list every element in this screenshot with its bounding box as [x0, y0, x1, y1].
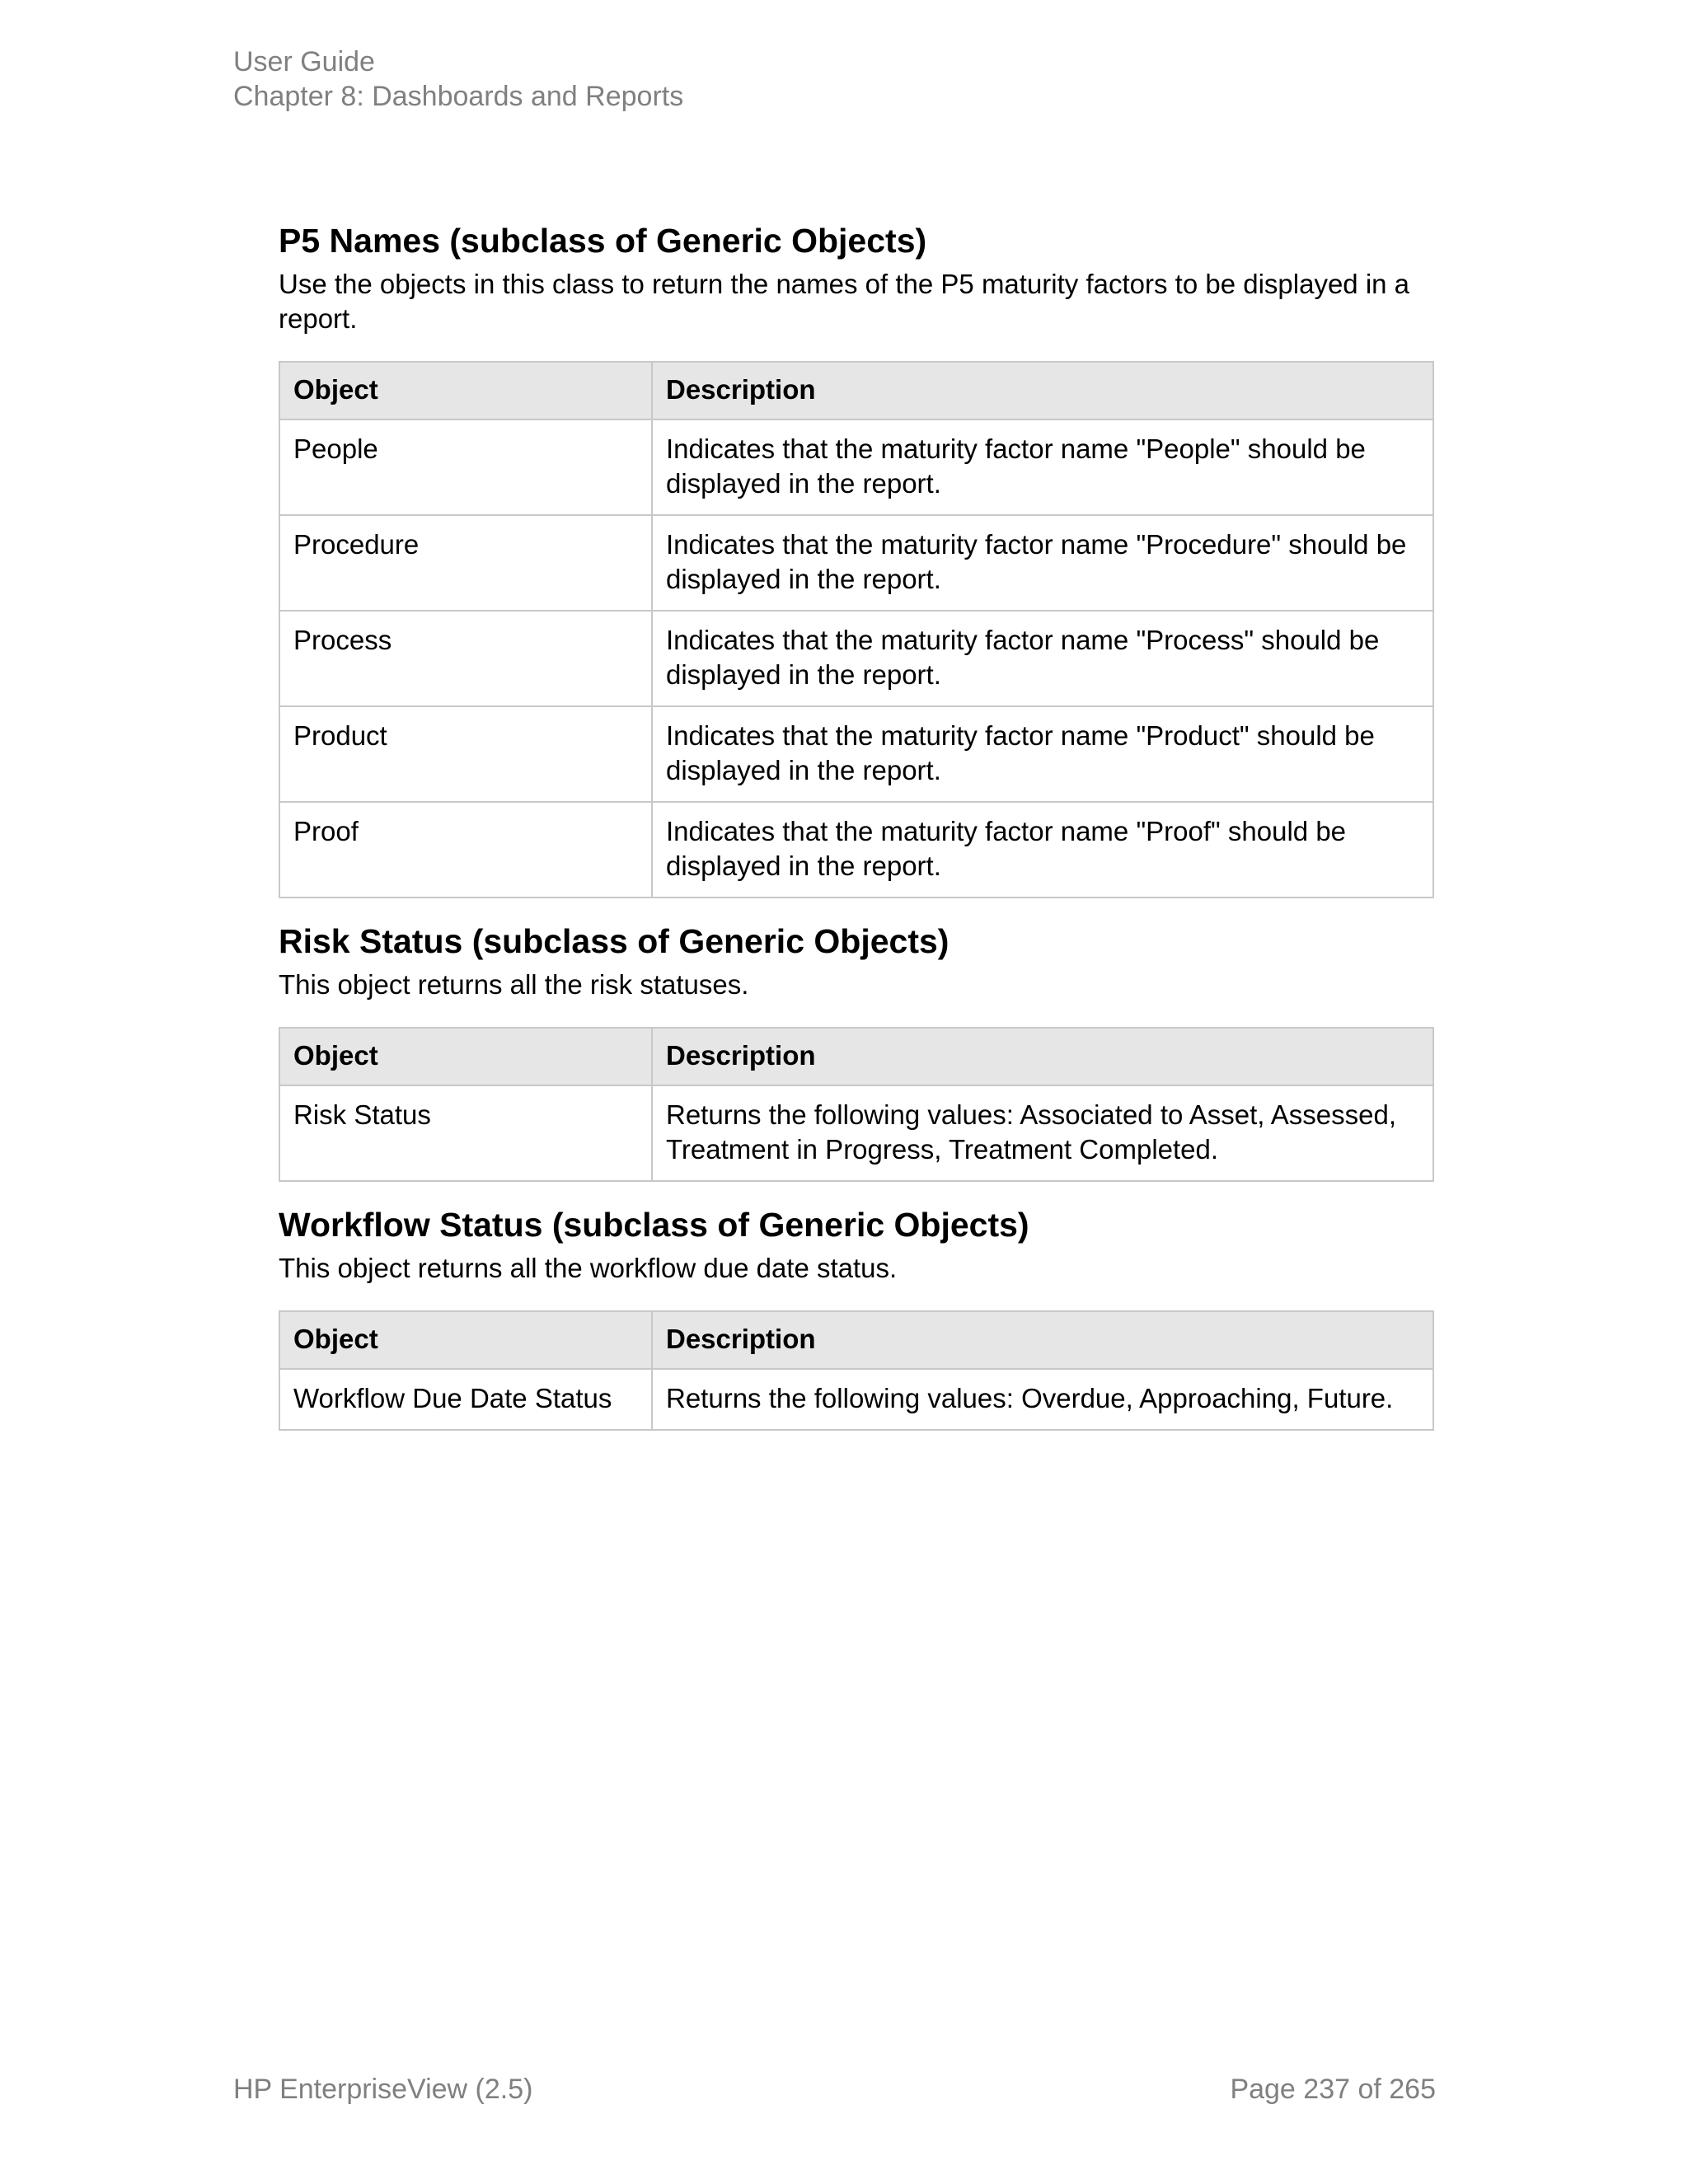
description-cell: Indicates that the maturity factor name "Process" should be displayed in the report. [652, 611, 1433, 706]
table-header-row [279, 1028, 1433, 1085]
section-intro: This object returns all the workflow due date status. [279, 1253, 898, 1283]
table-row [279, 1369, 1433, 1430]
section-risk-status [279, 920, 1432, 1182]
section-workflow-status [279, 1203, 1432, 1431]
table-row [279, 706, 1433, 802]
description-cell: Indicates that the maturity factor name "People" should be displayed in the report. [652, 419, 1433, 515]
workflow-status-table [279, 1310, 1434, 1431]
object-cell: People [279, 419, 652, 515]
column-header-object: Object [279, 1028, 652, 1085]
column-header-object: Object [279, 1311, 652, 1369]
risk-status-table [279, 1027, 1434, 1182]
column-header-object: Object [279, 362, 652, 419]
object-cell: Proof [279, 802, 652, 898]
running-header [233, 45, 683, 114]
description-cell: Indicates that the maturity factor name "Proof" should be displayed in the report. [652, 802, 1433, 898]
column-header-description: Description [652, 362, 1433, 419]
object-cell: Risk Status [279, 1085, 652, 1181]
section-intro: This object returns all the risk statuses. [279, 969, 749, 1000]
object-cell: Product [279, 706, 652, 802]
section-intro: Use the objects in this class to return the names of the P5 maturity factors to be displayed in a report. [279, 269, 1410, 334]
section-title: P5 Names (subclass of Generic Objects) [279, 222, 927, 260]
page-content [279, 219, 1432, 1452]
object-cell: Process [279, 611, 652, 706]
p5-names-table [279, 361, 1434, 898]
header-chapter-title: Chapter 8: Dashboards and Reports [233, 81, 684, 112]
section-title: Workflow Status (subclass of Generic Objects) [279, 1206, 1029, 1244]
column-header-description: Description [652, 1028, 1433, 1085]
description-cell: Returns the following values: Associated to Asset, Assessed, Treatment in Progress, Treatment Completed. [652, 1085, 1433, 1181]
section-title: Risk Status (subclass of Generic Objects) [279, 922, 950, 960]
object-cell: Workflow Due Date Status [279, 1369, 652, 1430]
header-document-title: User Guide [233, 46, 375, 77]
description-cell: Indicates that the maturity factor name "Product" should be displayed in the report. [652, 706, 1433, 802]
table-row [279, 802, 1433, 898]
table-row [279, 611, 1433, 706]
table-row [279, 419, 1433, 515]
table-header-row [279, 362, 1433, 419]
footer-product-name: HP EnterpriseView (2.5) [233, 2074, 533, 2105]
footer-page-number: Page 237 of 265 [1230, 2074, 1436, 2105]
table-row [279, 515, 1433, 611]
description-cell: Returns the following values: Overdue, Approaching, Future. [652, 1369, 1433, 1430]
table-header-row [279, 1311, 1433, 1369]
table-row [279, 1085, 1433, 1181]
column-header-description: Description [652, 1311, 1433, 1369]
section-p5-names [279, 219, 1432, 898]
description-cell: Indicates that the maturity factor name "Procedure" should be displayed in the report. [652, 515, 1433, 611]
object-cell: Procedure [279, 515, 652, 611]
